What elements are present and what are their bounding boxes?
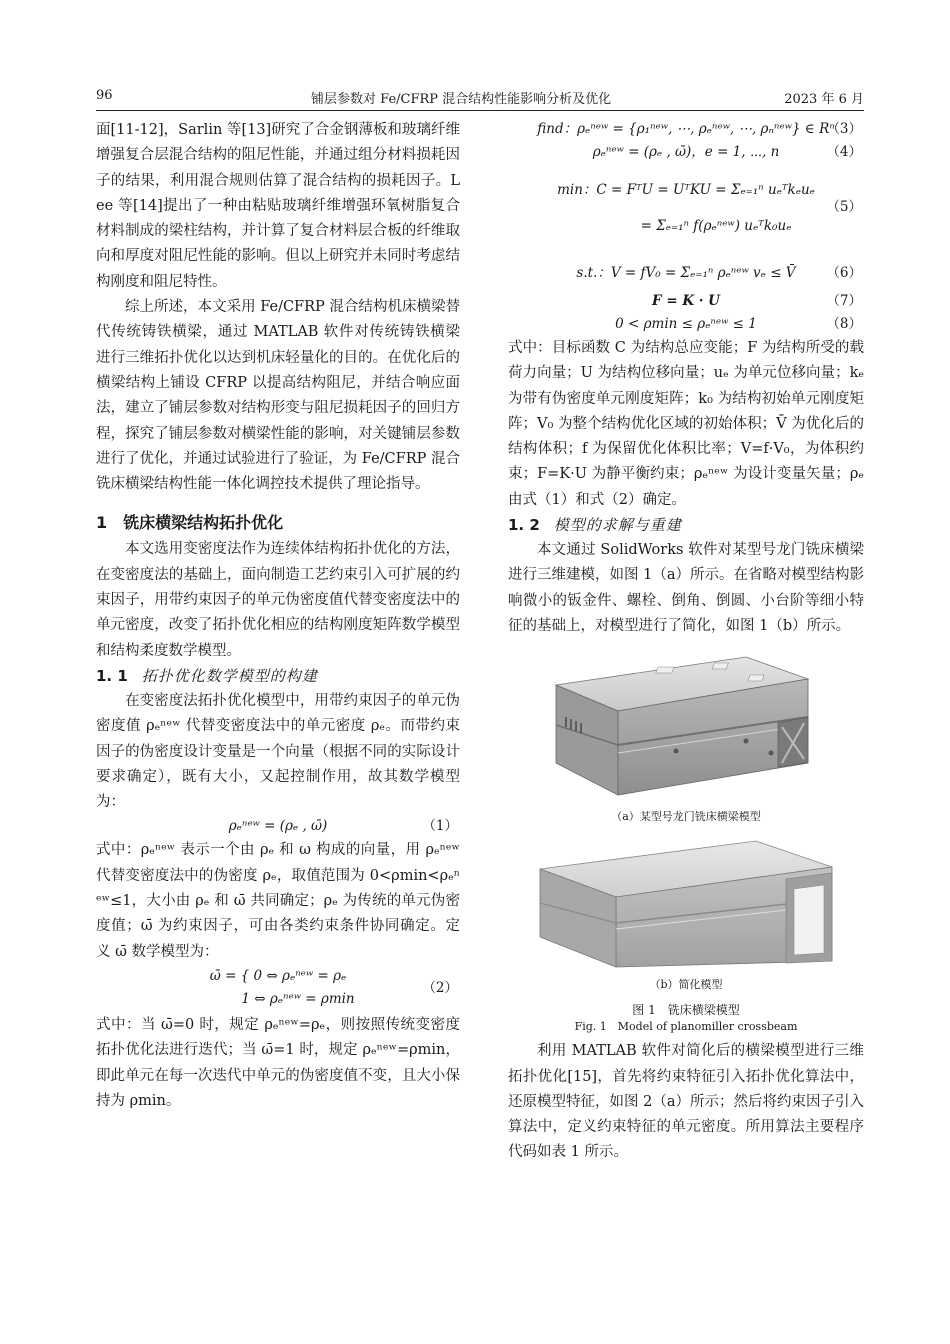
figure-1b xyxy=(508,833,864,993)
paragraph-modeling: 本文通过 SolidWorks 软件对某型号龙门铣床横梁进行三维建模，如图 1（a）所示。在省略对模型结构影响微小的钣金件、螺栓、倒角、倒圆、小台阶等细小特征的基础上，对模型进行了简化，如图 1（b）所示。 xyxy=(508,542,864,634)
equation-7 xyxy=(508,290,864,313)
equation-2 xyxy=(96,965,460,1013)
paragraph-eq1-explanation: 式中：ρₑⁿᵉʷ 表示一个由 ρₑ 和 ω 构成的向量，用 ρₑⁿᵉʷ 代替变密度法中的伪密度 ρₑ，取值范围为 0<ρmin<ρₑⁿᵉʷ≤1，大小由 ρₑ 和 ω̄ 共同确定；ρₑ 为传统的单元伪密度值；ω̄ 为约束因子，可由各类约束条件协同确定。定义 ω̄ 数学模型为： xyxy=(96,842,460,960)
equation-1-number: （1） xyxy=(422,818,458,835)
equation-7-number: （7） xyxy=(826,293,862,309)
equation-6-number: （6） xyxy=(826,265,862,281)
equation-6-body: s.t.：V = fV₀ = Σₑ₌₁ⁿ ρₑⁿᵉʷ vₑ ≤ V̄ xyxy=(576,265,796,281)
subsection-number: 1. 2 xyxy=(508,516,540,535)
equation-5-line-b: = Σₑ₌₁ⁿ f(ρₑⁿᵉʷ) uₑᵀk₀uₑ xyxy=(640,218,792,234)
equation-5-line-a: min：C = FᵀU = UᵀKU = Σₑ₌₁ⁿ uₑᵀkₑuₑ xyxy=(557,182,815,198)
figure-1a-caption: （a）某型号龙门铣床横梁模型 xyxy=(611,810,761,824)
figure-1b-caption: （b）简化模型 xyxy=(649,978,723,992)
subsection-heading-1-2 xyxy=(508,513,864,538)
equation-3-body: find：ρₑⁿᵉʷ = {ρ₁ⁿᵉʷ, ⋯, ρₑⁿᵉʷ, ⋯, ρₙⁿᵉʷ} ∈ Rⁿ xyxy=(537,121,835,137)
equation-8-body: 0 < ρmin ≤ ρₑⁿᵉʷ ≤ 1 xyxy=(615,316,757,332)
page-number: 96 xyxy=(96,88,113,103)
subsection-title: 模型的求解与重建 xyxy=(553,516,682,535)
figure-1a xyxy=(508,645,864,825)
equation-4-number: （4） xyxy=(826,144,862,160)
paragraph-method: 本文选用变密度法作为连续体结构拓扑优化的方法，在变密度法的基础上，面向制造工艺约束引入可扩展的约束因子，用带约束因子的单元伪密度值代替变密度法中的单元密度，改变了拓扑优化相应的结构刚度矩阵数学模型和结构柔度数学模型。 xyxy=(96,541,460,659)
equation-8-number: （8） xyxy=(826,316,862,332)
equation-1-body: ρₑⁿᵉʷ = (ρₑ , ω̄) xyxy=(228,818,328,835)
paragraph-summary: 综上所述，本文采用 Fe/CFRP 混合结构机床横梁替代传统铸铁横梁，通过 MATLAB 软件对传统铸铁横梁进行三维拓扑优化以达到机床轻量化的目的。在优化后的横梁结构上铺设 CFRP 以提高结构阻尼，并结合响应面法，建立了铺层参数对结构形变与阻尼损耗因子的回归方程，探究了铺层参数对横梁性能的影响，对关键铺层参数进行了优化，并通过试验进行了验证，为 Fe/CFRP 混合铣床横梁结构性能一体化调控技术提供了理论指导。 xyxy=(96,299,460,493)
issue-date: 2023 年 6 月 xyxy=(784,92,864,107)
page-header xyxy=(96,84,864,111)
subsection-heading-1-1 xyxy=(96,664,460,689)
equation-8 xyxy=(508,313,864,336)
paragraph-related-work: 面[11-12]，Sarlin 等[13]研究了合金钢薄板和玻璃纤维增强复合层混合结构的阻尼性能，并通过组分材料损耗因子的结果，利用混合规则估算了混合结构的损耗因子。Lee 等[14]提出了一种由粘贴玻璃纤维增强环氧树脂复合材料制成的梁柱结构，并计算了复合材料层合板的纤维取向和厚度对阻尼性能的影响。但以上研究并未同时考虑结构刚度和阻尼特性。 xyxy=(96,122,460,290)
right-column xyxy=(508,118,864,1166)
equation-2-line-a: ω̄ = { 0 ⇔ ρₑⁿᵉʷ = ρₑ xyxy=(209,967,347,984)
equation-5-number: （5） xyxy=(826,199,862,215)
equation-5 xyxy=(508,172,864,248)
section-heading-1: 1 铣床横梁结构拓扑优化 xyxy=(96,513,284,533)
equation-2-line-b: 1 ⇔ ρₑⁿᵉʷ = ρmin xyxy=(241,990,355,1007)
paragraph-topology-optimization: 利用 MATLAB 软件对简化后的横梁模型进行三维拓扑优化[15]，首先将约束特征引入拓扑优化算法中，还原模型特征，如图 2（a）所示；然后将约束因子引入算法中，定义约束特征的单元密度。所用算法主要程序代码如表 1 所示。 xyxy=(508,1043,864,1161)
crossbeam-simplified-model-image xyxy=(536,833,836,973)
equation-1 xyxy=(96,815,460,838)
equation-6 xyxy=(508,256,864,290)
equation-2-number: （2） xyxy=(422,979,458,996)
figure-1-caption-cn: 图 1 铣床横梁模型 xyxy=(632,1003,740,1018)
running-title: 铺层参数对 Fe/CFRP 混合结构性能影响分析及优化 xyxy=(311,92,612,107)
paragraph-variable-definitions: 式中：目标函数 C 为结构总应变能；F 为结构所受的载荷力向量；U 为结构位移向量；uₑ 为单元位移向量；kₑ 为带有伪密度单元刚度矩阵；k₀ 为结构初始单元刚度矩阵；V₀ 为整个结构优化区域的初始体积；V̄ 为优化后的结构体积；f 为保留优化体积比率；V=f·V₀，为体积约束；F=K·U 为静平衡约束；ρₑⁿᵉʷ 为设计变量矢量；ρₑ 由式（1）和式（2）确定。 xyxy=(508,340,864,508)
paragraph-eq2-explanation: 式中：当 ω̄=0 时，规定 ρₑⁿᵉʷ=ρₑ，则按照传统变密度拓扑优化法进行迭代；当 ω̄=1 时，规定 ρₑⁿᵉʷ=ρmin，即此单元在每一次迭代中单元的伪密度值不变，且大小保持为 ρmin。 xyxy=(96,1016,460,1109)
equation-7-body: F = K · U xyxy=(652,293,720,309)
equation-4-body: ρₑⁿᵉʷ = (ρₑ , ω̄)，e = 1, ⋯, n xyxy=(592,144,780,160)
equation-3-number: （3） xyxy=(826,121,862,137)
equation-3 xyxy=(508,118,864,141)
subsection-title: 拓扑优化数学模型的构建 xyxy=(141,666,318,685)
figure-1-caption-en: Fig. 1 Model of planomiller crossbeam xyxy=(574,1020,798,1034)
crossbeam-detailed-model-image xyxy=(546,645,826,805)
equation-4 xyxy=(508,141,864,164)
left-column xyxy=(96,118,460,1114)
paragraph-model-intro: 在变密度法拓扑优化模型中，用带约束因子的单元伪密度值 ρₑⁿᵉʷ 代替变密度法中的单元密度 ρₑ。而带约束因子的伪密度设计变量是一个向量（根据不同的实际设计要求确定），既有大小，又起控制作用，故其数学模型为： xyxy=(96,692,460,811)
subsection-number: 1. 1 xyxy=(96,666,128,685)
